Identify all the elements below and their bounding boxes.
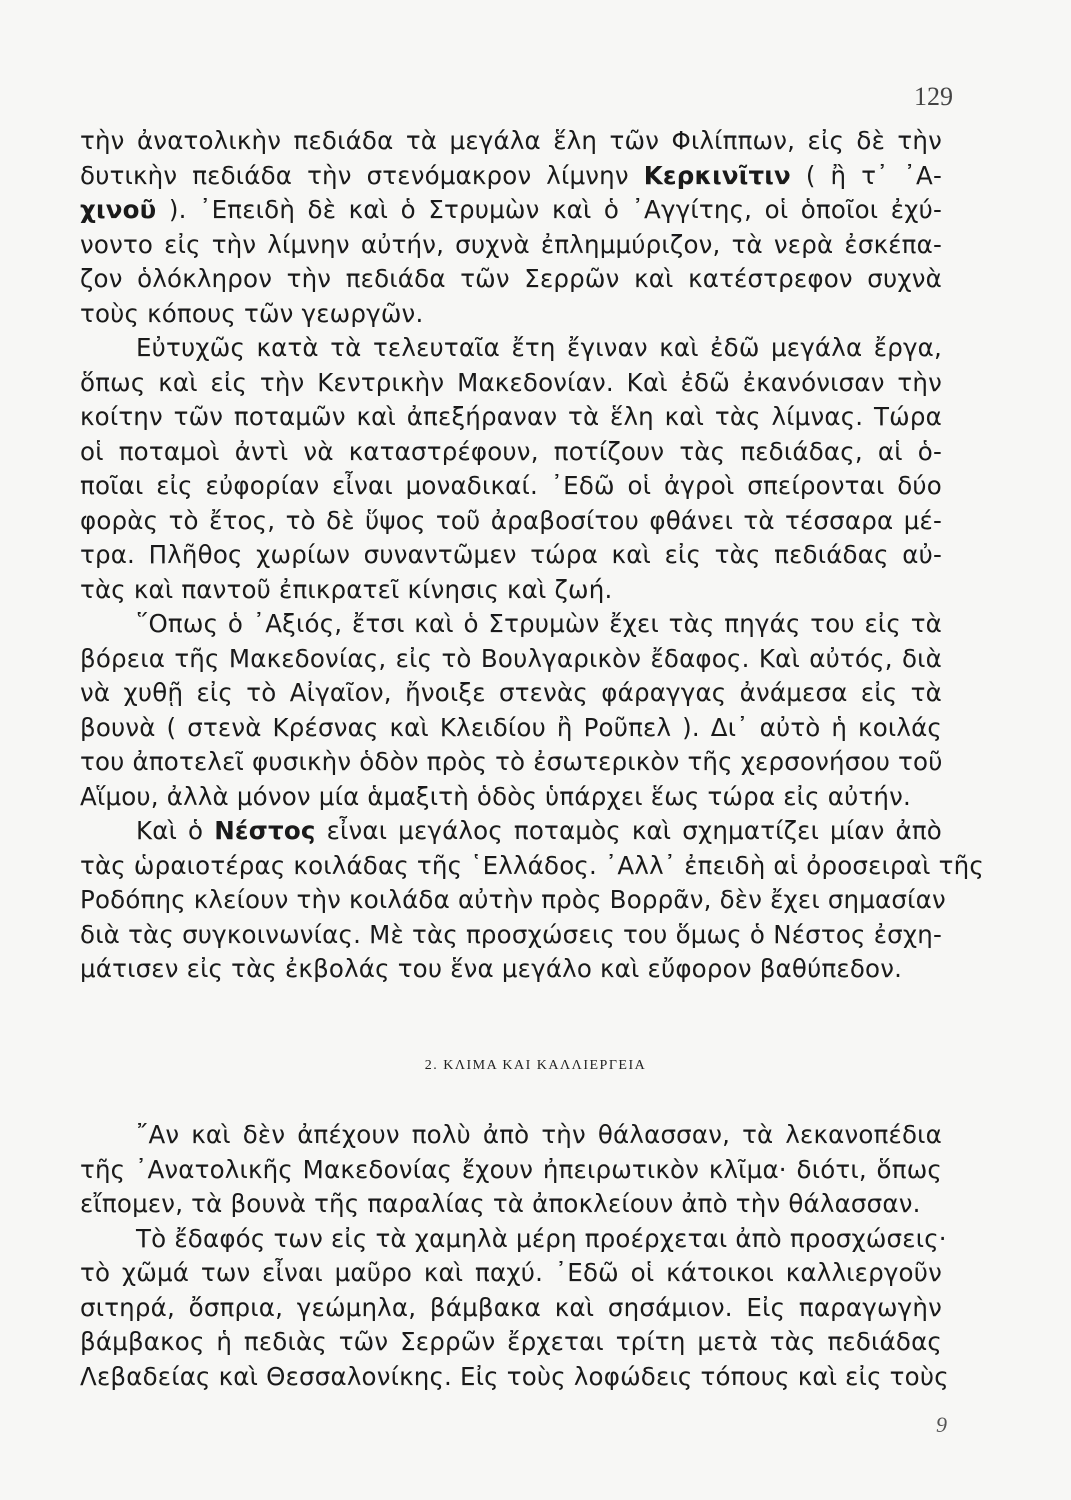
- text-line: φορὰς τὸ ἔτος, τὸ δὲ ὕψος τοῦ ἀραβοσίτου φθάνει τὰ τέσσαρα μέ-: [80, 505, 942, 535]
- text-line: Αἵμου, ἀλλὰ μόνον μία ἁμαξιτὴ ὁδὸς ὑπάρχει ἕως τώρα εἰς αὐτήν.: [80, 781, 912, 811]
- text-line: βόρεια τῆς Μακεδονίας, εἰς τὸ Βουλγαρικὸν ἔδαφος. Καὶ αὐτός, διὰ: [80, 643, 942, 673]
- main-text-lower: [80, 1118, 949, 1394]
- text-line: νὰ χυθῇ εἰς τὸ Αἰγαῖον, ἤνοιξε στενὰς φάραγγας ἀνάμεσα εἰς τὰ: [80, 678, 942, 707]
- text-line: μάτισεν εἰς τὰς ἐκβολάς του ἕνα μεγάλο καὶ εὔφορον βαθύπεδον.: [80, 954, 903, 983]
- text-line: τοὺς κόπους τῶν γεωργῶν.: [80, 298, 424, 328]
- text-line: τρα. Πλῆθος χωρίων συναντῶμεν τώρα καὶ εἰς τὰς πεδιάδας αὐ-: [80, 540, 942, 569]
- text-line: τὰς ὡραιοτέρας κοιλάδας τῆς ῾Ελλάδος. ᾽Αλλ᾽ ἐπειδὴ αἱ ὀροσειραὶ τῆς: [80, 850, 984, 880]
- paragraph-6: [80, 1222, 949, 1395]
- text-line: κοίτην τῶν ποταμῶν καὶ ἀπεξήραναν τὰ ἕλη καὶ τὰς λίμνας. Τώρα: [80, 402, 942, 431]
- paragraph-3: [80, 607, 942, 814]
- text-line: ῎Αν καὶ δὲν ἀπέχουν πολὺ ἀπὸ τὴν θάλασσαν, τὰ λεκανοπέδια: [136, 1120, 942, 1149]
- bold-term-nestos: Νέστος: [214, 816, 316, 845]
- paragraph-2: [80, 331, 942, 607]
- bold-term-achinou: χινοῦ: [80, 195, 157, 224]
- text-line: του ἀποτελεῖ φυσικὴν ὁδὸν πρὸς τὸ ἐσωτερικὸν τῆς χερσονήσου τοῦ: [80, 747, 943, 776]
- signature-mark: 9: [936, 1412, 947, 1437]
- main-text-upper: [80, 124, 984, 987]
- text-line: βάμβακος ἡ πεδιὰς τῶν Σερρῶν ἔρχεται τρίτη μετὰ τὰς πεδιάδας: [80, 1327, 942, 1356]
- page-number: 129: [914, 82, 953, 111]
- text-line: διὰ τὰς συγκοινωνίας. Μὲ τὰς προσχώσεις του ὅμως ὁ Νέστος ἐσχη-: [80, 919, 942, 949]
- text-line: βουνὰ ( στενὰ Κρέσνας καὶ Κλειδίου ἢ Ροῦπελ ). Δι᾽ αὐτὸ ἡ κοιλάς: [80, 712, 942, 742]
- text-line: Καὶ ὁ Νέστος εἶναι μεγάλος ποταμὸς καὶ σχηματίζει μίαν ἀπὸ: [136, 816, 942, 845]
- section-heading: 2. ΚΛΙΜΑ ΚΑΙ ΚΑΛΛΙΕΡΓΕΙΑ: [424, 1058, 647, 1073]
- text-line: Τὸ ἔδαφός των εἰς τὰ χαμηλὰ μέρη προέρχεται ἀπὸ προσχώσεις·: [136, 1223, 947, 1253]
- paragraph-1: [80, 124, 942, 331]
- text-line: εἴπομεν, τὰ βουνὰ τῆς παραλίας τὰ ἀποκλείουν ἀπὸ τὴν θάλασσαν.: [80, 1189, 921, 1218]
- text-line: τὴν ἀνατολικὴν πεδιάδα τὰ μεγάλα ἕλη τῶν Φιλίππων, εἰς δὲ τὴν: [80, 126, 942, 155]
- text-line: ῞Οπως ὁ ᾽Αξιός, ἔτσι καὶ ὁ Στρυμὼν ἔχει τὰς πηγάς του εἰς τὰ: [136, 609, 942, 638]
- text-line: τῆς ᾽Ανατολικῆς Μακεδονίας ἔχουν ἠπειρωτικὸν κλῖμα· διότι, ὅπως: [80, 1154, 942, 1184]
- paragraph-4: [80, 814, 984, 987]
- text-line: δυτικὴν πεδιάδα τὴν στενόμακρον λίμνην Κερκινῖτιν ( ἢ τ᾽ ᾽Α-: [80, 160, 942, 190]
- text-line: οἱ ποταμοὶ ἀντὶ νὰ καταστρέφουν, ποτίζουν τὰς πεδιάδας, αἱ ὁ-: [80, 436, 942, 466]
- text-line: τὰς καὶ παντοῦ ἐπικρατεῖ κίνησις καὶ ζωή.: [80, 574, 613, 604]
- text-line: ζον ὁλόκληρον τὴν πεδιάδα τῶν Σερρῶν καὶ κατέστρεφον συχνὰ: [80, 264, 942, 293]
- text-line: ποῖαι εἰς εὐφορίαν εἶναι μοναδικαί. ᾽Εδῶ οἱ ἀγροὶ σπείρονται δύο: [80, 471, 942, 500]
- paragraph-5: [80, 1118, 942, 1222]
- text-line: Λεβαδείας καὶ Θεσσαλονίκης. Εἰς τοὺς λοφώδεις τόπους καὶ εἰς τοὺς: [80, 1361, 949, 1391]
- text-line: Ροδόπης κλείουν τὴν κοιλάδα αὐτὴν πρὸς Βορρᾶν, δὲν ἔχει σημασίαν: [80, 885, 946, 914]
- text-line: νοντο εἰς τὴν λίμνην αὐτήν, συχνὰ ἐπλημμύριζον, τὰ νερὰ ἐσκέπα-: [80, 229, 942, 259]
- text-line: σιτηρά, ὄσπρια, γεώμηλα, βάμβακα καὶ σησάμιον. Εἰς παραγωγὴν: [80, 1292, 942, 1322]
- text-line: τὸ χῶμά των εἶναι μαῦρο καὶ παχύ. ᾽Εδῶ οἱ κάτοικοι καλλιεργοῦν: [80, 1258, 942, 1287]
- text-line: Εὐτυχῶς κατὰ τὰ τελευταῖα ἔτη ἔγιναν καὶ ἐδῶ μεγάλα ἔργα,: [136, 333, 942, 362]
- bold-term-kerkinitis: Κερκινῖτιν: [643, 160, 791, 190]
- text-line: χινοῦ ). ᾽Επειδὴ δὲ καὶ ὁ Στρυμὼν καὶ ὁ ᾽Αγγίτης, οἱ ὁποῖοι ἐχύ-: [80, 195, 942, 224]
- text-line: ὅπως καὶ εἰς τὴν Κεντρικὴν Μακεδονίαν. Καὶ ἐδῶ ἐκανόνισαν τὴν: [80, 367, 942, 397]
